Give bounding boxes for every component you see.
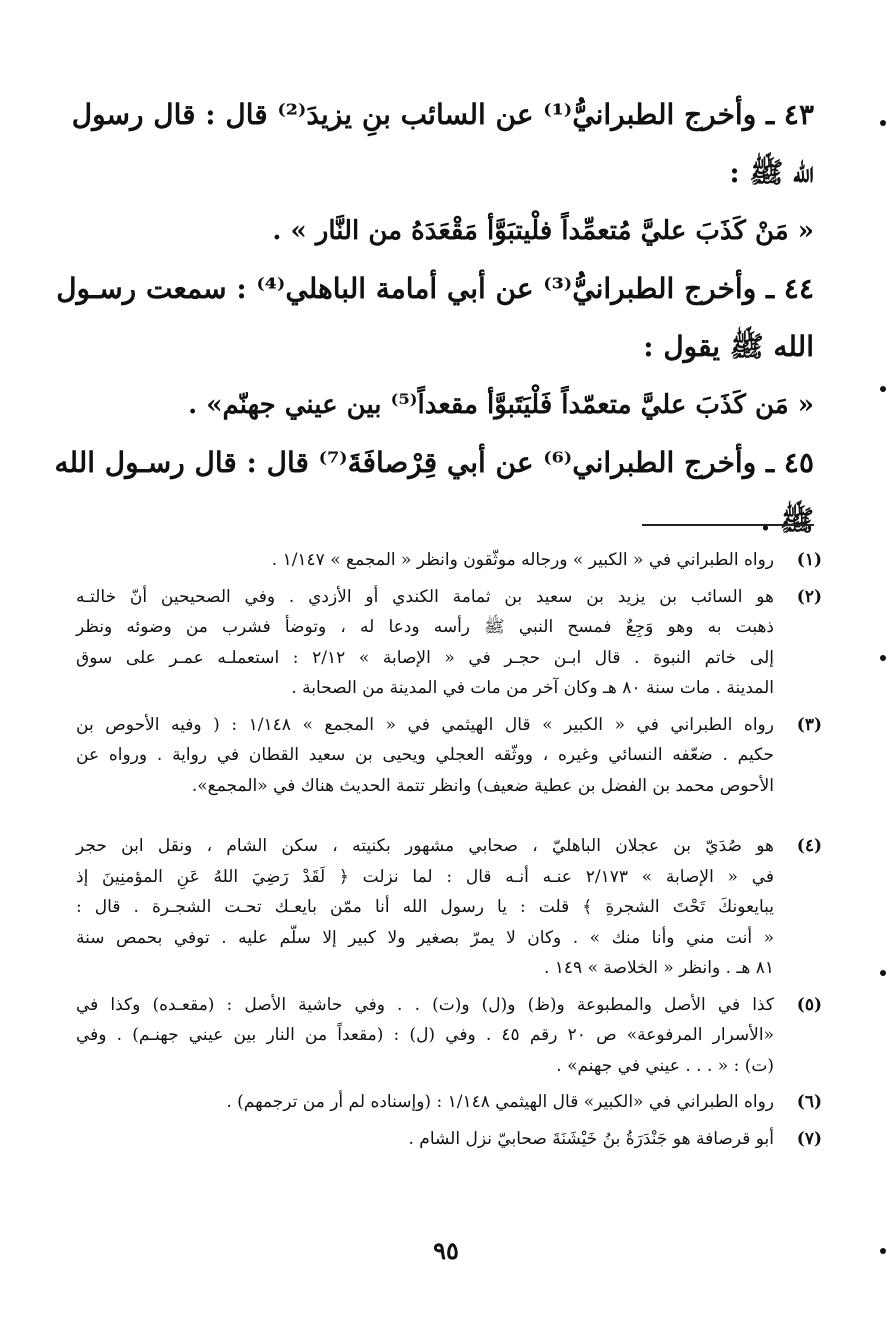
footnote-body — [76, 831, 774, 984]
footnote-line: ٨١ هـ . وانظر « الخلاصة » ١٤٩ . — [543, 958, 774, 978]
footnote-line: المدينة . مات سنة ٨٠ هـ وكان آخر من مات في المدينة من الصحابة . — [291, 678, 774, 698]
footnote — [76, 1087, 822, 1118]
main-text-line: ﷺ . — [760, 504, 814, 537]
footnote — [76, 710, 822, 802]
margin-mark — [880, 386, 886, 392]
footnote-line: « أنت مني وأنا منك » . وكان لا يمرّ بصغير ولا كبير إلا سلّم عليه . توفي بحمص سنة — [76, 927, 774, 948]
footnote-line: هو صُدَيّ بن عجلان الباهليّ ، صحابي مشهور بكنيته ، سكن الشام ، ونقل ابن حجر — [76, 836, 774, 856]
footnote-body — [76, 582, 774, 704]
footnote-line: حكيم . ضعّفه النسائي وغيره ، ووثّقه العجلي ويحيى بن سعيد القطان في رواية . ورواه عن — [76, 745, 774, 765]
main-text-line: ٤٥ ـ وأخرج الطبراني⁽⁶⁾ عن أبي قِرْصافَةَ⁽⁷⁾ قال : قال رسـول الله — [54, 446, 814, 479]
margin-mark — [880, 970, 886, 976]
footnote — [76, 582, 822, 704]
main-text-line: « مَن كَذَبَ عليَّ متعمّداً فَلْيَتَبوَّأ مقعداً⁽⁵⁾ بين عيني جهنّم» . — [188, 390, 814, 420]
footnote — [76, 990, 822, 1082]
footnote-line: رواه الطبراني في « الكبير » قال الهيثمي في « المجمع » ١/١٤٨ : ( وفيه الأحوص بن — [76, 714, 774, 735]
footnote-number: (٤) — [796, 836, 822, 856]
footnote-body — [76, 1087, 774, 1118]
footnote — [76, 831, 822, 984]
footnote-line: كذا في الأصل والمطبوعة و(ظ) و(ل) و(ت) . . وفي حاشية الأصل : (مقعـده) وكذا في — [76, 994, 774, 1015]
footnote-separator — [642, 524, 814, 526]
main-text-line: ٤٤ ـ وأخرج الطبرانيُّ⁽³⁾ عن أبي أمامة الباهلي⁽⁴⁾ : سمعت رسـول — [56, 272, 814, 305]
footnote-line: في « الإصابة » ٢/١٧٣ عنـه أنـه قال : لما نزلت ﴿ لَقَدْ رَضِيَ اللهُ عَنِ المؤمنِينَ إذ — [76, 866, 775, 887]
footnote-line: الأحوص محمد بن الفضل بن عطية ضعيف) وانظر تتمة الحديث هناك في «المجمع». — [191, 775, 774, 796]
main-text-line: « مَنْ كَذَبَ عليَّ مُتعمِّداً فلْيتبَوَّأ مَقْعَدَهُ من النَّار » . — [272, 216, 814, 246]
margin-mark — [880, 1248, 886, 1254]
footnote-body — [76, 710, 774, 802]
footnote-line: «الأسرار المرفوعة» ص ٢٠ رقم ٤٥ . وفي (ل) : (مقعداً من النار بين عيني جهنـم) . وفي — [76, 1025, 774, 1045]
footnote-line: أبو قرصافة هو جَنْدَرَةُ بنُ خَيْشَنَةَ صحابيّ نزل الشام . — [408, 1128, 774, 1149]
footnote-line: يبايعونكَ تَحْتَ الشجرةِ ﴾ قلت : يا رسول الله أنا ممّن بايعـك تحـت الشجـرة . قال : — [76, 897, 774, 917]
page-number: ٩٥ — [433, 1236, 459, 1265]
footnote-number: (٣) — [796, 714, 822, 735]
footnote — [76, 1124, 822, 1155]
footnote-gap — [76, 807, 822, 831]
footnote-number: (٦) — [796, 1092, 822, 1112]
margin-mark — [880, 120, 886, 126]
footnote-number: (٧) — [796, 1128, 822, 1149]
main-text-line: الله ﷺ يقول : — [643, 330, 814, 363]
main-text-line: ٤٣ ـ وأخرج الطبرانيُّ⁽¹⁾ عن السائب بنِ يزيدَ⁽²⁾ قال : قال رسول — [71, 98, 814, 131]
main-text — [54, 86, 814, 550]
footnote-number: (١) — [796, 550, 822, 570]
footnote-line: ذهبت به وهو وَجِعٌ فمسح النبي ﷺ رأسه ودعا له ، وتوضأ فشرب من وضوئه ونظر — [76, 617, 774, 637]
footnote-number: (٢) — [796, 586, 822, 607]
footnote-body — [76, 545, 774, 576]
main-text-line: الله ﷺ : — [729, 156, 814, 189]
footnote-body — [76, 990, 774, 1082]
footnote-line: رواه الطبراني في « الكبير » ورجاله موثّقون وانظر « المجمع » ١/١٤٧ . — [271, 550, 774, 570]
footnote-line: رواه الطبراني في «الكبير» قال الهيثمي ١/١٤٨ : (وإسناده لم أر من ترجمهم) . — [226, 1092, 774, 1112]
footnote-line: إلى خاتم النبوة . قال ابـن حجـر في « الإصابة » ٢/١٢ : استعملـه عمـر على سوق — [76, 647, 774, 668]
footnote-line: (ت) : « . . . عيني في جهنم» . — [556, 1055, 774, 1076]
footnote — [76, 545, 822, 576]
footnote-body — [76, 1124, 774, 1155]
footnote-line: هو السائب بن يزيد بن سعيد بن ثمامة الكندي أو الأزدي . وفي الصحيحين أنّ خالتـه — [76, 586, 774, 607]
footnote-number: (٥) — [796, 994, 822, 1015]
footnotes — [76, 545, 822, 1160]
margin-mark — [880, 655, 886, 661]
